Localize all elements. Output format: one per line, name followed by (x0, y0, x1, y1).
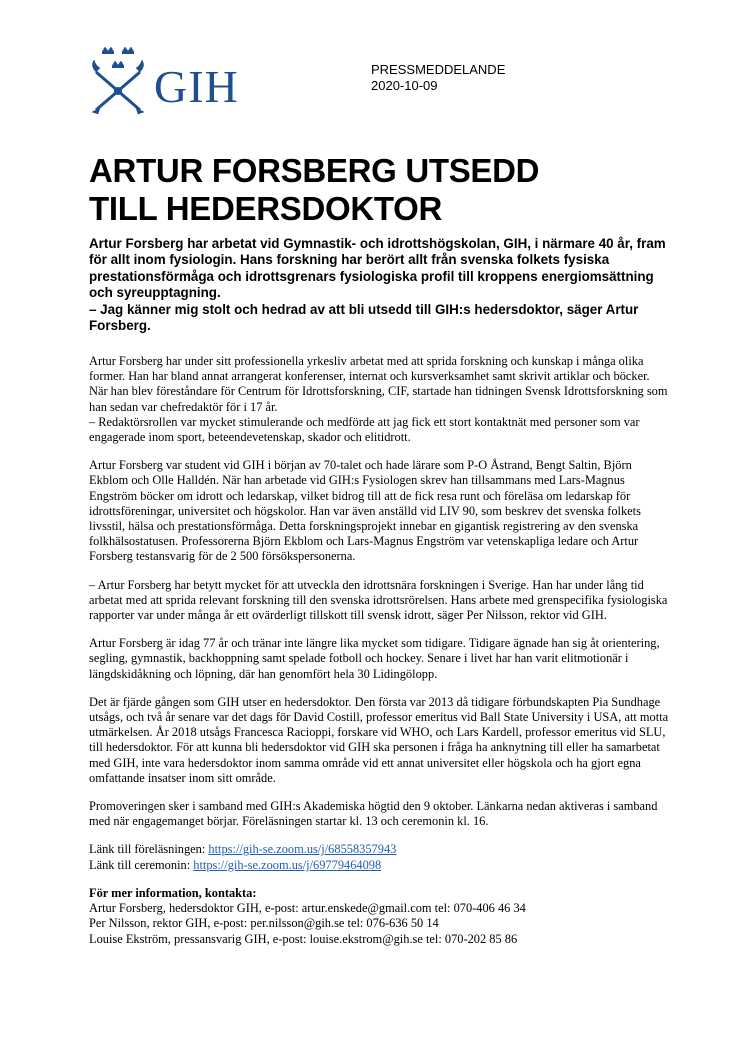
title-line-1: ARTUR FORSBERG UTSEDD (89, 152, 540, 189)
lead-quote: – Jag känner mig stolt och hedrad av att bli utsedd till GIH:s hedersdoktor, säger Artur Forsberg. (89, 301, 639, 334)
title-line-2: TILL HEDERSDOKTOR (89, 190, 443, 227)
contact-heading: För mer information, kontakta: (89, 885, 257, 900)
body-paragraph-2: Artur Forsberg var student vid GIH i början av 70-talet och hade lärare som P-O Åstrand, Bengt Saltin, Björn Ekblom och Olle Halldén. När han arbetade vid GIH:s Fysiologen skrev han tillsammans med Lars-Magnus Engström böcker om idrott och ledarskap, vilket bidrog till att de fick resa runt och föreläsa om ledarskap för idrottsföreningar, universitet och högskolor. Han var även anställd vid LIV 90, som beskrev det svenska folkets livsstil, hälsa och prestationsförmåga. Detta forskningsprojekt innebar en gigantisk registrering av den svenska folkhälsostatusen. Professorerna Björn Ekblom och Lars-Magnus Engström var vetenskapliga ledare och Artur Forsberg testansvarig för de 2 500 försökspersonerna. (89, 458, 641, 564)
links-block (89, 842, 671, 872)
release-date: 2020-10-09 (371, 78, 438, 93)
contact-line-forsberg: Artur Forsberg, hedersdoktor GIH, e-post: artur.enskede@gmail.com tel: 070-406 46 34 (89, 901, 526, 916)
contact-line-ekstrom: Louise Ekström, pressansvarig GIH, e-post: louise.ekstrom@gih.se tel: 070-202 85 86 (89, 931, 518, 946)
lecture-link-label: Länk till föreläsningen: (89, 842, 209, 857)
lead-paragraph (89, 236, 669, 334)
body-paragraph-3: – Artur Forsberg har betytt mycket för att utveckla den idrottsnära forskningen i Sverige. Han har under lång tid arbetat med att sprida relevant forskning till den svenska idrottsrörelsen. Hans arbete med grenspecifika fysiologiska rapporter var under många år ett ovärderligt tillskott till svensk idrott, säger Per Nilsson, rektor vid GIH. (89, 577, 668, 623)
document-type: PRESSMEDDELANDE (371, 62, 506, 77)
press-meta (371, 62, 505, 94)
ceremony-link[interactable]: https://gih-se.zoom.us/j/69779464098 (193, 857, 382, 872)
logo-wordmark: GIH (154, 61, 239, 112)
body-paragraph-5: Det är fjärde gången som GIH utser en hedersdoktor. Den första var 2013 då tidigare förbundskapten Pia Sundhage utsågs, och två år senare var det dags för David Costill, professor emeritus vid Ball State University i USA, att motta utmärkelsen. År 2018 utsågs Francesca Racioppi, forskare vid WHO, och Lars Kardell, professor emeritus vid SLU, till hedersdoktor. För att kunna bli hedersdoktor vid GIH ska personen i fråga ha anknytning till eller ha samarbetat med GIH, inte vara hedersdoktor inom samma område vid ett annat universitet eller högskola och ha gjort egna omfattande insatser inom sitt område. (89, 694, 669, 785)
ceremony-link-label: Länk till ceremonin: (89, 857, 194, 872)
crown-emblem-icon (88, 42, 154, 116)
body-paragraph-4: Artur Forsberg är idag 77 år och tränar inte längre lika mycket som tidigare. Tidigare ägnade han sig åt orientering, segling, gymnastik, backhoppning samt spelade fotboll och hockey. Senare i livet har han varit elitmotionär i längdskidåkning och löpning, där han genomfört hela 30 Lidingölopp. (89, 636, 660, 681)
contact-block (89, 886, 671, 947)
page-title (89, 152, 689, 228)
lecture-link[interactable]: https://gih-se.zoom.us/j/68558357943 (208, 842, 397, 857)
lead-intro: Artur Forsberg har arbetat vid Gymnastik- och idrottshögskolan, GIH, i närmare 40 år, fram för allt inom fysiologin. Hans forskning har berört allt från svenska folkets fysiska prestationsförmåga och idrottsgrenars fysiologiska profil till kroppens energiomsättning och syreupptagning. (89, 236, 666, 301)
body-paragraph-6: Promoveringen sker i samband med GIH:s Akademiska högtid den 9 oktober. Länkarna nedan aktiveras i samband med när engagemanget börjar. Föreläsningen startar kl. 13 och ceremonin kl. 16. (89, 799, 658, 829)
article-body (89, 354, 671, 947)
contact-line-nilsson: Per Nilsson, rektor GIH, e-post: per.nilsson@gih.se tel: 076-636 50 14 (89, 916, 439, 931)
gih-logo (88, 42, 248, 116)
body-paragraph-1: Artur Forsberg har under sitt professionella yrkesliv arbetat med att sprida forskning och kunskap i många olika former. Han har bland annat arrangerat konferenser, internat och kursverksamhet samt skrivit artiklar och böcker. När han blev föreståndare för Centrum för Idrottsforskning, CIF, startade han tidningen Svensk Idrottsforskning som han sedan var chefredaktör för i 17 år. – Redaktörsrollen var mycket stimulerande och medförde att jag fick ett stort kontaktnät med personer som var engagerade inom sport, beteendevetenskap, skador och elitidrott. (89, 354, 668, 445)
